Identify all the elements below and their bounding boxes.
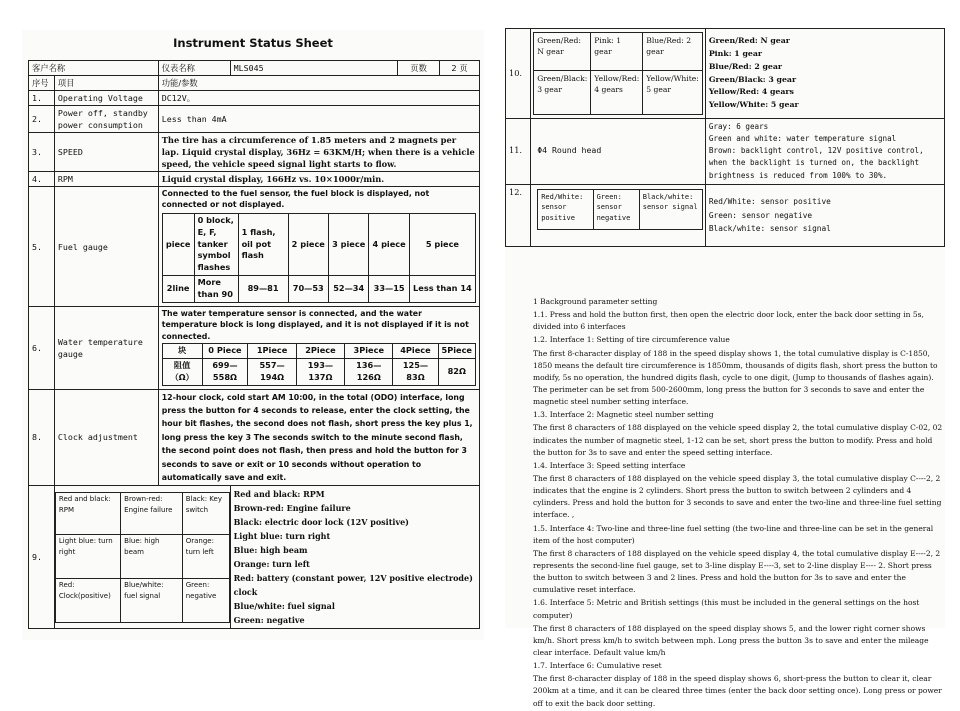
header-row-1: [29, 61, 480, 76]
water-cell: 193—137Ω: [296, 358, 344, 385]
sensor-list-item: Black/white: sensor signal: [708, 223, 831, 233]
signal-cell: Green: negative: [182, 578, 229, 622]
page-count-value: 2 页: [440, 61, 480, 76]
signal-list-item: Brown-red: Engine failure: [233, 503, 351, 514]
signal-grid-row: [55, 578, 229, 622]
fuel-cell: 52—34: [328, 276, 368, 303]
row-number: 4.: [29, 172, 55, 187]
gear-list-item: Green/Red: N gear: [708, 35, 790, 45]
row-number: 10.: [506, 29, 531, 119]
bg-paragraph: 1.5. Interface 4: Two-line and three-line fuel setting (the two-line and three-line can be set in the general item of the host computer): [533, 523, 934, 545]
water-cell: 2Piece: [296, 343, 344, 358]
row-voltage: [29, 91, 480, 106]
signal-list: [230, 486, 479, 629]
sensor-cell: Green: sensor negative: [593, 189, 639, 229]
sheet-title: Instrument Status Sheet: [173, 36, 333, 50]
bg-paragraph: The first 8 characters of 188 displayed on the vehicle speed display 2, the total cumulative display C-02, 02 indicates the number of magnetic steel, 1-12 can be set, short press the button to modify. Press and hold the button for 3s to save and enter the speed setting interface.: [533, 423, 943, 457]
seq-label: 序号: [29, 76, 55, 91]
water-cell: 5Piece: [438, 343, 476, 358]
row-wiring: [29, 486, 480, 629]
bg-paragraph: 1.7. Interface 6: Cumulative reset: [533, 661, 662, 671]
signal-grid-row: [55, 492, 229, 534]
row-standby-power: [29, 106, 480, 133]
status-table: [28, 60, 480, 629]
gear-list: [705, 29, 944, 119]
sensor-list-item: Red/White: sensor positive: [708, 197, 831, 207]
row-number: 6.: [29, 306, 55, 389]
header-row-2: [29, 76, 480, 91]
row-number: 12.: [506, 184, 531, 246]
row-value: 12-hour clock, cold start AM 10:00, in the total (ODO) interface, long press the button for 4 seconds to release, enter the clock setting, the hour bit flashes, the second does not flash, short press the key plus 1, long press the key 3 The seconds switch to the minute second flash, the second point does not flash, then press and hold the button for 3 seconds to save or exit or 10 seconds without operation to automatically save and exit.: [158, 389, 479, 486]
bg-paragraph: 1.4. Interface 3: Speed setting interface: [533, 460, 686, 470]
water-table-row: [162, 343, 475, 358]
right-page: [505, 28, 945, 708]
row-value: Liquid crystal display, 166Hz vs. 10×1000r/min.: [158, 172, 479, 187]
row-value: DC12V。: [158, 91, 479, 106]
bg-paragraph: 1 Background parameter setting: [533, 297, 658, 306]
row-clock: [29, 389, 480, 486]
water-cell: 136—126Ω: [345, 358, 393, 385]
fuel-cell: Less than 14: [409, 276, 475, 303]
signal-list-item: Blue/white: fuel signal: [233, 601, 335, 612]
bg-paragraph: The first 8 characters of 188 displayed on the vehicle speed display 3, the total cumulative display C----2, 2 indicates that the engine is 2 cylinders. Short press the button to switch between 2 cylinders and 4 cylinders. Press and hold the button for 3 seconds to save and enter the two-line and three-line fuel setting interface. ,: [533, 473, 942, 520]
row-item: Water temperature gauge: [54, 306, 158, 389]
row-number: 5.: [29, 187, 55, 307]
fuel-cell: 5 piece: [409, 213, 475, 275]
customer-name-label: 客户名称: [29, 61, 159, 76]
row-value: Less than 4mA: [158, 106, 479, 133]
water-cell: [158, 306, 479, 389]
gear-list-item: Blue/Red: 2 gear: [708, 61, 783, 71]
fuel-table-row: [162, 276, 475, 303]
row-value: Connected to the fuel sensor, the fuel block is displayed, not connected or not displayed.: [161, 189, 430, 210]
gear-cell: Blue/Red: 2 gear: [643, 33, 703, 71]
signal-cell: Black: Key switch: [182, 492, 229, 534]
item-label: 项目: [54, 76, 158, 91]
row-fuel-gauge: [29, 187, 480, 307]
sensor-cell: Red/White: sensor positive: [538, 189, 593, 229]
fuel-cell: 89—81: [238, 276, 288, 303]
signal-cell: Blue/white: fuel signal: [121, 578, 183, 622]
page-count-label: 页数: [398, 61, 440, 76]
bg-paragraph: The first 8 characters of 188 displayed on the speed display shows 5, and the lower right corner shows km/h. Short press km/h to switch between mph. Long press the button 3s to save and enter the mileage clear interface. Default value km/h: [533, 623, 929, 657]
row-item: Power off, standby power consumption: [54, 106, 158, 133]
gear-grid-cell: [531, 29, 706, 119]
sensor-cell: Black/white: sensor signal: [639, 189, 702, 229]
fuel-cell: 0 block, E, F, tanker symbol flashes: [194, 213, 238, 275]
row-item: SPEED: [54, 133, 158, 172]
bg-paragraph: The first 8-character display of 188 in the speed display shows 6, short-press the button to clear it, clear 200km at a time, and it can be cleared three times (enter the back door setting once). Long press or power off to exit the back door setting.: [533, 674, 942, 708]
water-cell: 阻值（Ω）: [162, 358, 202, 385]
water-table-row: [162, 358, 475, 385]
row-number: 11.: [506, 119, 531, 185]
row-item: RPM: [54, 172, 158, 187]
signal-cell: Orange: turn left: [182, 534, 229, 578]
gear-grid-row: [534, 33, 703, 71]
row-item: Clock adjustment: [54, 389, 158, 486]
row-12: [506, 184, 945, 246]
signal-list-item: Green: negative: [233, 615, 305, 626]
row-value: Gray: 6 gears Green and white: water temperature signal Brown: backlight control, 12V positive control, when the backlight is turned on, the backlight brightness is reduced from 100% to 30%.: [705, 119, 944, 185]
water-cell: 4Piece: [393, 343, 438, 358]
function-label: 功能/参数: [158, 76, 479, 91]
fuel-cell: 2 piece: [288, 213, 328, 275]
water-table: [162, 343, 476, 386]
sensor-grid: [537, 189, 703, 230]
fuel-cell: piece: [162, 213, 194, 275]
row-speed: [29, 133, 480, 172]
gear-cell: Yellow/White: 5 gear: [643, 71, 703, 115]
fuel-cell: 33—15: [369, 276, 409, 303]
fuel-cell: [158, 187, 479, 307]
signal-grid: [55, 492, 230, 623]
water-cell: 块: [162, 343, 202, 358]
row-number: 9.: [29, 486, 55, 629]
gear-grid: [533, 32, 703, 115]
gear-cell: Pink: 1 gear: [591, 33, 643, 71]
row-rpm: [29, 172, 480, 187]
row-water-temp: [29, 306, 480, 389]
row-11: [506, 119, 945, 185]
gear-cell: Yellow/Red: 4 gears: [591, 71, 643, 115]
row-item: Operating Voltage: [54, 91, 158, 106]
water-cell: 125—83Ω: [393, 358, 438, 385]
bg-paragraph: 1.6. Interface 5: Metric and British settings (this must be included in the general settings on the host computer): [533, 598, 920, 620]
signal-grid-row: [55, 534, 229, 578]
gear-grid-row: [534, 71, 703, 115]
fuel-table: [162, 213, 476, 303]
water-cell: 1Piece: [248, 343, 296, 358]
row-number: 3.: [29, 133, 55, 172]
fuel-cell: 70—53: [288, 276, 328, 303]
signal-grid-cell: [54, 486, 230, 629]
row-number: 1.: [29, 91, 55, 106]
row-value: The tire has a circumference of 1.85 meters and 2 magnets per lap. Liquid crystal display, 36Hz = 63KM/H; when there is a vehicle speed, the vehicle speed signal light starts to flow.: [158, 133, 479, 172]
bg-paragraph: 1.1. Press and hold the button first, then open the electric door lock, enter the back door setting in 5s, divided into 6 interfaces: [533, 310, 924, 332]
bg-paragraph: The first 8-character display of 188 in the speed display shows 1, the total cumulative display is C-1850, 1850 means the default tire circumference is 1850mm, thousands of digits flash, short press the button to modify, 5s no operation, the hundred digits flash, cycle to one digit, (Jump to thousands of flashes again). The perimeter can be set from 500-2600mm, long press the button for 3 seconds to save and enter the magnetic steel number setting interface.: [533, 348, 938, 407]
signal-cell: Blue: high beam: [121, 534, 183, 578]
row-item: Φ4 Round head: [531, 119, 706, 185]
row-item: Fuel gauge: [54, 187, 158, 307]
signal-list-item: Light blue: turn right: [233, 531, 331, 542]
bg-paragraph: 1.2. Interface 1: Setting of tire circumference value: [533, 335, 730, 345]
water-cell: 3Piece: [345, 343, 393, 358]
signal-cell: Red and black: RPM: [55, 492, 120, 534]
background-settings: [533, 296, 943, 711]
sensor-list: [705, 184, 944, 246]
gear-list-item: Pink: 1 gear: [708, 48, 763, 58]
signal-list-item: Black: electric door lock (12V positive): [233, 517, 409, 528]
water-cell: 82Ω: [438, 358, 476, 385]
fuel-cell: More than 90: [194, 276, 238, 303]
water-cell: 557—194Ω: [248, 358, 296, 385]
signal-list-item: Blue: high beam: [233, 545, 308, 556]
row-10: [506, 29, 945, 119]
gear-cell: Green/Black: 3 gear: [534, 71, 591, 115]
sensor-list-item: Green: sensor negative: [708, 210, 813, 220]
instrument-model: MLS045: [230, 61, 398, 76]
water-cell: 699—558Ω: [202, 358, 248, 385]
signal-list-item: Red: battery (constant power, 12V positive electrode) clock: [233, 573, 473, 598]
wiring-table: [505, 28, 945, 247]
gear-list-item: Yellow/Red: 4 gears: [708, 87, 794, 97]
signal-cell: Light blue: turn right: [55, 534, 120, 578]
signal-cell: Red: Clock(positive): [55, 578, 120, 622]
gear-cell: Green/Red: N gear: [534, 33, 591, 71]
fuel-cell: 4 piece: [369, 213, 409, 275]
instrument-name-label: 仪表名称: [158, 61, 230, 76]
row-number: 8.: [29, 389, 55, 486]
signal-cell: Brown-red: Engine failure: [121, 492, 183, 534]
signal-list-item: Red and black: RPM: [233, 489, 325, 500]
bg-paragraph: The first 8 characters of 188 displayed on the vehicle speed display 4, the total cumulative display E----2, 2 represents the second-line fuel gauge, set to 3-line display E----3, set to 2-line display E---- 2. Short press the button to switch between 3 and 2 lines. Press and hold the button for 3s to save and enter the cumulative reset interface.: [533, 548, 941, 595]
row-number: 2.: [29, 106, 55, 133]
fuel-table-row: [162, 213, 475, 275]
sensor-grid-row: [538, 189, 703, 229]
fuel-cell: 3 piece: [328, 213, 368, 275]
water-cell: 0 Piece: [202, 343, 248, 358]
gear-list-item: Yellow/White: 5 gear: [708, 100, 799, 110]
sensor-grid-cell: [531, 184, 706, 246]
row-value: The water temperature sensor is connected, and the water temperature block is long displayed, and it is not displayed if it is not connected.: [161, 308, 469, 341]
signal-list-item: Orange: turn left: [233, 559, 310, 570]
left-page: [22, 30, 484, 640]
gear-list-item: Green/Black: 3 gear: [708, 74, 797, 84]
fuel-cell: 1 flash, oil pot flash: [238, 213, 288, 275]
bg-paragraph: 1.3. Interface 2: Magnetic steel number setting: [533, 410, 714, 420]
fuel-cell: 2line: [162, 276, 194, 303]
